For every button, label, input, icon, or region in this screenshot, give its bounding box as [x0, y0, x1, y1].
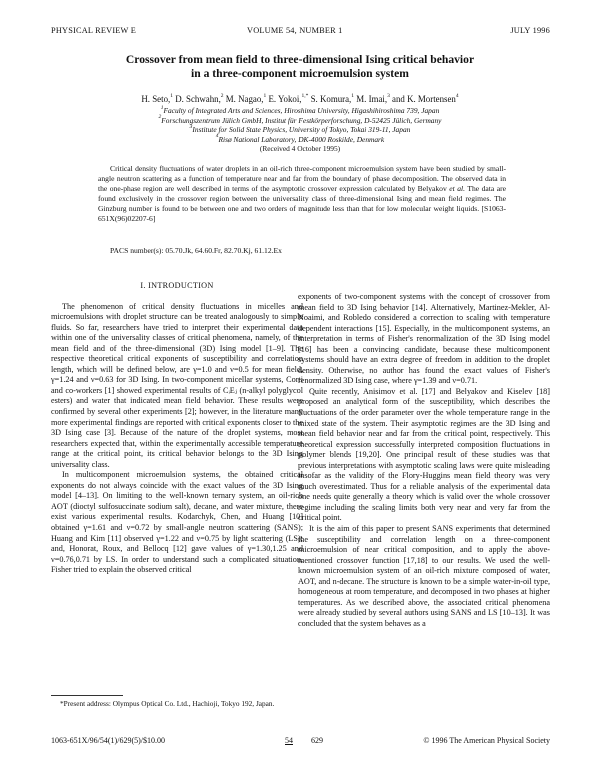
author-affil-mark: 1 [263, 93, 267, 100]
right-column [298, 292, 550, 630]
author: M. Imai, [354, 94, 388, 104]
article-code: 1063-651X/96/54(1)/629(5)/$10.00 [51, 736, 165, 745]
author-list [60, 94, 540, 105]
page-footer [51, 736, 550, 748]
author-affil-mark: 1,* [301, 93, 309, 100]
abstract [98, 164, 506, 223]
journal-name: PHYSICAL REVIEW E [51, 26, 136, 35]
affiliation-mark: 2 [158, 114, 162, 121]
author: E. Yokoi, [266, 94, 302, 104]
copyright: © 1996 The American Physical Society [423, 736, 550, 745]
issue-date: JULY 1996 [510, 26, 550, 35]
footnote-divider [51, 695, 123, 696]
footnote: *Present address: Olympus Optical Co. Ltd., Hachioji, Tokyo 192, Japan. [60, 699, 275, 708]
author-affil-mark: 3 [387, 93, 390, 100]
article-title [60, 53, 540, 81]
volume-number: VOLUME 54, NUMBER 1 [247, 26, 343, 35]
affiliation-text: Faculty of Integrated Arts and Sciences, Hiroshima University, Higashihiroshima 739, Japan [163, 106, 440, 115]
abstract-etal: et al. [449, 183, 465, 193]
affiliation-text: Institute for Solid State Physics, University of Tokyo, Tokai 319-11, Japan [192, 125, 411, 135]
author: D. Schwahn, [172, 94, 221, 104]
author-affil-mark: 1 [351, 93, 355, 100]
paragraph: It is the aim of this paper to present SANS experiments that determined the susceptibility and correlation length on a three-component microemulsion of near critical composition, and to apply the above-mentioned crossover function [17,18] to our results. We used the well-known microemulsion system of an oil-rich mixture composed of water, AOT, and n-decane. The structure is known to be a simple water-in-oil type, homogeneous at room temperature, and decomposed in two phases at higher temperatures. As we described above, the associated critical phenomena were already studied by several authors using SANS and LS [10–13]. It was concluded that the system behaves as a [298, 524, 550, 628]
section-heading: I. INTRODUCTION [140, 281, 214, 290]
author-affil-mark: 1 [170, 93, 173, 100]
footer-volume: 54 [285, 736, 293, 745]
title-line-1: Crossover from mean field to three-dimensional Ising critical behavior [125, 53, 475, 66]
author: and K. Mortensen [389, 94, 456, 104]
received-date: (Received 4 October 1995) [259, 144, 341, 154]
abstract-text: Critical density fluctuations of water droplets in an oil-rich three-component microemulsion system have been studied by small-angle neutron scattering as a function of temperature near and far from the boundary of phase decomposition. The observed data in the one-phase region are well described in terms of the asymptotic crossover expression calculated by Belyakov [98, 164, 506, 193]
author: M. Nagao, [223, 94, 264, 104]
affiliation [60, 116, 540, 126]
abstract-text-cont: The data are found exclusively in the crossover region between the universality class of three-dimensional Ising and mean field regimes. The Ginzburg number is found to be between one and two orders of magnitude less than that for low molecular weight liquids. [S1063-651X(96)02207-6] [98, 183, 507, 223]
paragraph: exponents of two-component systems with the concept of crossover from mean field to 3D Ising behavior [14]. Alternatively, Martinez-Mekler, Al-Noaimi, and Robledo considered a correction to scaling with temperature dependent interactions [15]. Especially, in the multicomponent systems, an interpretation in terms of Fisher's renormalization of the 3D Ising model [16] has been a convincing candidate, because these multicomponent systems should have an extra degree of freedom in addition to the droplet density. Otherwise, no author has found the exact values of Fisher's renormalized 3D Ising case, where γ=1.39 and ν=0.71. [298, 292, 550, 386]
title-line-2: in a three-component microemulsion system [191, 67, 409, 80]
paragraph: The phenomenon of critical density fluctuations in micelles and microemulsions with droplet structure can be treated analogously to simple fluids. So far, researchers have tried to interpret their experimental data within one of the universality classes of critical phenomena, namely, of the mean field and of the three-dimensional (3D) Ising model [1–9]. The respective theoretical critical exponents of susceptibility and correlation length, which will be defined below, are γ=1.0 and ν=0.5 for mean field, γ=1.24 and ν=0.63 for 3D Ising. In two-component micellar systems, Corti and co-workers [1] showed experimental results of CᵢEⱼ (n-alkyl polyglycol esters) and water that indicated mean field behavior. These results were confirmed by several other experiments [2]; however, in the literature many more experimental findings are reported with critical exponents closer to the 3D Ising case [3]. Because of the nature of the droplet systems, most researchers expected that, within the experimentally accessible temperature range at the critical point, its critical behavior belongs to the 3D Ising universality class. [51, 301, 303, 469]
affiliation-text: Risø National Laboratory, DK-4000 Roskilde, Denmark [218, 134, 385, 144]
affiliation-mark: 1 [160, 104, 164, 111]
affiliation [60, 135, 540, 145]
author-affil-mark: 4 [455, 93, 459, 100]
left-column [51, 281, 303, 576]
author-affil-mark: 2 [220, 93, 224, 100]
affiliation [60, 106, 540, 116]
author: S. Komura, [308, 94, 352, 104]
affiliation [60, 125, 540, 135]
affiliations [60, 106, 540, 154]
paragraph: In multicomponent microemulsion systems, the obtained critical exponents do not always coincide with the exact values of the 3D Ising model [4–13]. On limiting to the well-known ternary system, an oil-rich AOT (dioctyl sulfosuccinate sodium salt), decane, and water mixture, there exist various experimental results. Kodarchyk, Chen, and Huang [10] obtained γ=1.61 and ν=0.72 by small-angle neutron scattering (SANS); Huang and Kim [11] observed γ=1.22 and ν=0.75 by light scattering (LS); and, Honorat, Roux, and Bellocq [12] gave values of γ=1.30,1.25 and ν=0.76,0.71 by LS. In order to understand such a complicated situation, Fisher tried to explain the observed critical [51, 470, 303, 575]
author: H. Seto, [141, 94, 171, 104]
page-number: 629 [311, 736, 323, 745]
running-head [51, 26, 550, 38]
paragraph: Quite recently, Anisimov et al. [17] and Belyakov and Kiselev [18] proposed an analytical form of the susceptibility, which describes the fluctuations of the order parameter over the whole temperature range in the mixed state of the system. Their asymptotic regimes are the 3D Ising and mean field behavior near and far from the critical point, respectively. This theoretical expression successfully interpreted composition fluctuations in polymer blends [19,20]. One principal result of these studies was that previous interpretations with asymptotic scaling laws were quite misleading insofar as the validity of the Flory-Huggins mean field theory was very much overestimated. Thus for a reliable analysis of the experimental data one needs quite generally a theory which is valid over the whole crossover regime including the scaling limits both very near and very far from the critical point. [298, 386, 550, 523]
affiliation-text: Forschungszentrum Jülich GmbH, Institut für Festkörperforschung, D-52425 Jülich, Germany [161, 115, 442, 125]
pacs-numbers: PACS number(s): 05.70.Jk, 64.60.Fr, 82.70.Kj, 61.12.Ex [110, 246, 282, 255]
affiliation-mark: 4 [215, 133, 219, 140]
affiliation-mark: 3 [189, 123, 193, 130]
